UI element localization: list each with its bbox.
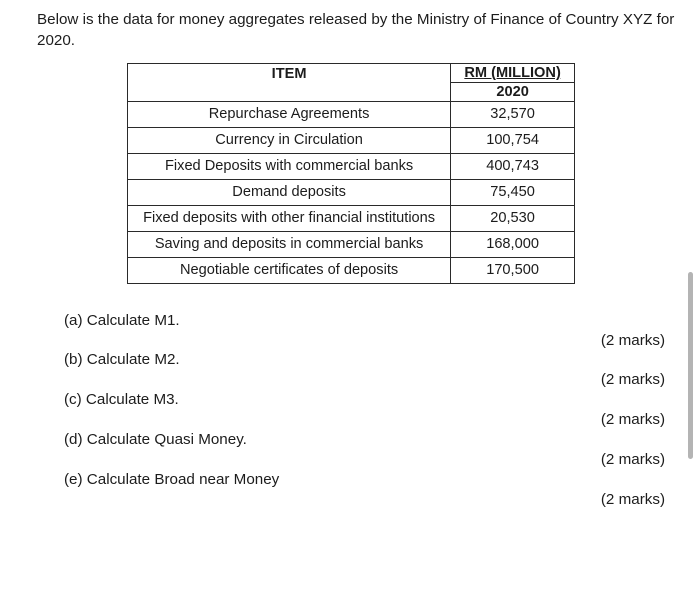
question-d: (d) Calculate Quasi Money. — [64, 431, 247, 448]
vertical-scrollbar[interactable] — [688, 272, 693, 459]
row-value: 20,530 — [451, 206, 575, 232]
marks-b: (2 marks) — [600, 371, 665, 388]
row-value: 170,500 — [451, 258, 575, 284]
header-value — [451, 64, 575, 102]
marks-d: (2 marks) — [600, 451, 665, 468]
header-year: 2020 — [450, 82, 575, 101]
question-c: (c) Calculate M3. — [64, 391, 179, 408]
question-b: (b) Calculate M2. — [64, 351, 180, 368]
row-value: 400,743 — [451, 154, 575, 180]
header-unit: RM (MILLION) — [464, 65, 561, 81]
question-a: (a) Calculate M1. — [64, 312, 180, 329]
table-row — [128, 154, 575, 180]
table-row — [128, 180, 575, 206]
table-row — [128, 206, 575, 232]
marks-e: (2 marks) — [600, 491, 665, 508]
header-item: ITEM — [128, 64, 451, 102]
intro-text: Below is the data for money aggregates released by the Ministry of Finance of Country XYZ for 2020. — [37, 11, 675, 49]
row-item: Demand deposits — [128, 180, 451, 206]
table-row — [128, 258, 575, 284]
marks-a: (2 marks) — [600, 332, 665, 349]
row-value: 75,450 — [451, 180, 575, 206]
marks-c: (2 marks) — [600, 411, 665, 428]
table-header-row — [128, 64, 575, 102]
table-row — [128, 232, 575, 258]
row-value: 100,754 — [451, 128, 575, 154]
row-item: Fixed Deposits with commercial banks — [128, 154, 451, 180]
money-aggregates-table — [127, 63, 575, 284]
row-value: 32,570 — [451, 102, 575, 128]
row-item: Currency in Circulation — [128, 128, 451, 154]
row-value: 168,000 — [451, 232, 575, 258]
row-item: Repurchase Agreements — [128, 102, 451, 128]
row-item: Saving and deposits in commercial banks — [128, 232, 451, 258]
table-row — [128, 128, 575, 154]
table-row — [128, 102, 575, 128]
row-item: Fixed deposits with other financial institutions — [128, 206, 451, 232]
question-e: (e) Calculate Broad near Money — [64, 471, 280, 488]
row-item: Negotiable certificates of deposits — [128, 258, 451, 284]
